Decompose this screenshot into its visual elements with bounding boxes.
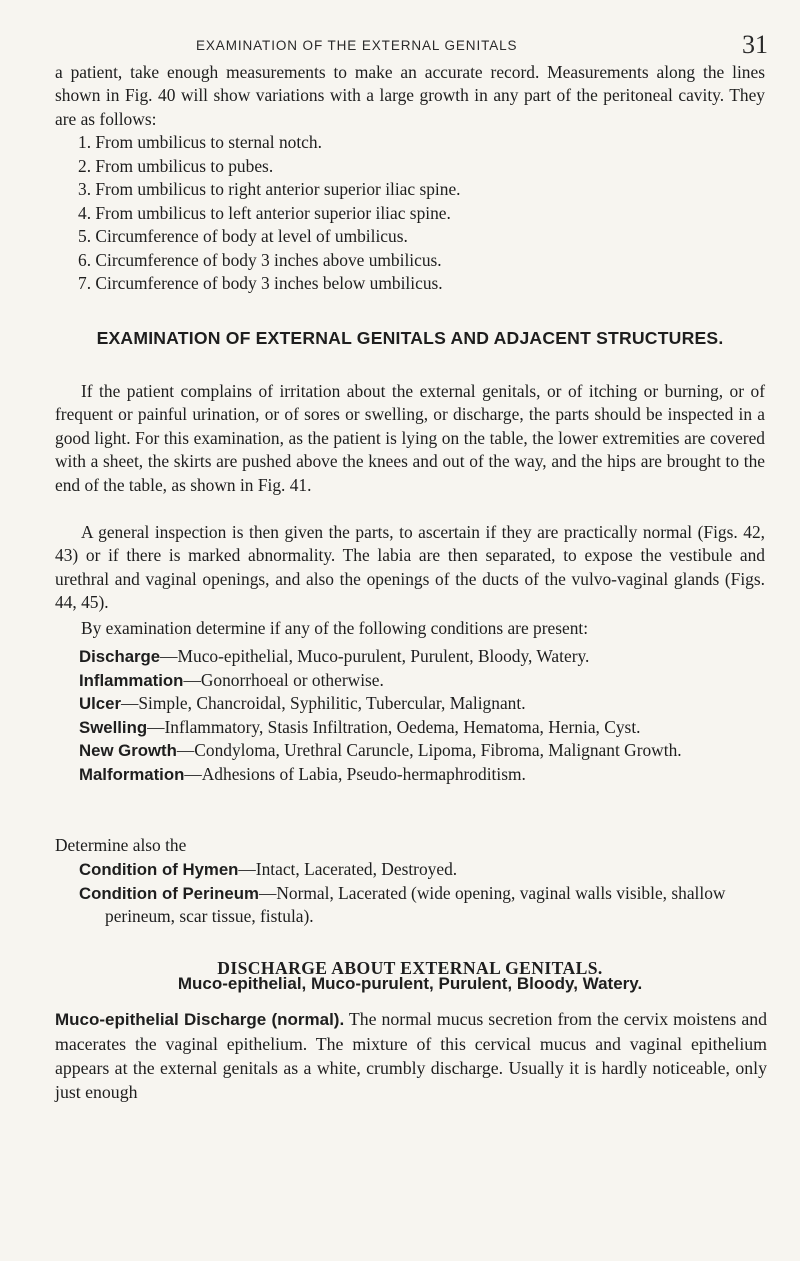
condition-term: Malformation (79, 764, 185, 784)
measurement-item: 3. From umbilicus to right anterior superior iliac spine. (78, 179, 461, 199)
em-dash: — (160, 646, 178, 666)
running-title: EXAMINATION OF THE EXTERNAL GENITALS (196, 38, 518, 53)
em-dash: — (183, 669, 201, 690)
condition-item (79, 882, 769, 929)
running-head (0, 28, 800, 60)
intro-paragraph: a patient, take enough measurements to make an accurate record. Measurements along the lines shown in Fig. 40 will show variations with a large growth in any part of the peritoneal cavity. They are as follows: (55, 62, 765, 129)
condition-text: Condyloma, Urethral Caruncle, Lipoma, Fibroma, Malignant Growth. (194, 740, 682, 760)
conditions-list (79, 645, 769, 786)
measurement-item: 6. Circumference of body 3 inches above umbilicus. (78, 249, 442, 270)
measurement-item: 2. From umbilicus to pubes. (78, 155, 274, 176)
condition-item (79, 763, 769, 787)
section-heading: EXAMINATION OF EXTERNAL GENITALS AND ADJACENT STRUCTURES. (96, 327, 724, 348)
em-dash: — (184, 763, 202, 784)
paragraph-term: Muco-epithelial Discharge (normal). (55, 1010, 345, 1029)
paragraph-general-inspection: A general inspection is then given the parts, to ascertain if they are practically normal (Figs. 42, 43) or if there is marked abnormality. The labia are then separated, to expose the vestibule and urethral and vaginal openings, and also the openings of the ducts of the vulvo-vaginal glands (Figs. 44, 45). (55, 522, 765, 613)
condition-item (79, 716, 769, 740)
condition-text: Normal, Lacerated (wide opening, vaginal walls visible, shallow perineum, scar tissue, fistula). (105, 882, 726, 926)
em-dash: — (176, 740, 195, 760)
condition-term: Discharge (79, 647, 161, 666)
condition-item (79, 858, 769, 882)
paragraph-text: The normal mucus secretion from the cervix moistens and macerates the vaginal epithelium. The mixture of this cervical mucus and vaginal epithelium appears at the external genitals as a white, crumbly discharge. Usually it is hardly noticeable, only just enough (55, 1009, 768, 1102)
conditions-also-list (79, 858, 769, 929)
paragraph-inspection: If the patient complains of irritation about the external genitals, or of itching or burning, or of frequent or painful urination, or of sores or swelling, or discharge, the parts should be inspected in a good light. For this examination, as the patient is lying on the table, the lower extremities are covered with a sheet, the skirts are pushed above the knees and out of the way, and the hips are brought to the end of the table, as shown in Fig. 41. (55, 381, 765, 495)
condition-term: Swelling (79, 717, 148, 737)
paragraph-determine: By examination determine if any of the following conditions are present: (81, 618, 589, 638)
determine-also-text: Determine also the (55, 835, 187, 855)
condition-item (79, 669, 769, 693)
condition-text: Simple, Chancroidal, Syphilitic, Tubercular, Malignant. (138, 693, 526, 713)
measurement-item: 1. From umbilicus to sternal notch. (78, 132, 322, 152)
condition-term: Condition of Perineum (79, 883, 259, 903)
condition-text: Adhesions of Labia, Pseudo-hermaphroditism. (201, 763, 526, 784)
condition-text: Muco-epithelial, Muco-purulent, Purulent, Bloody, Watery. (177, 646, 590, 666)
condition-term: Condition of Hymen (79, 860, 239, 879)
condition-term: Inflammation (79, 670, 184, 690)
measurement-item: 7. Circumference of body 3 inches below umbilicus. (78, 273, 443, 293)
condition-text: Gonorrhoeal or otherwise. (200, 669, 384, 690)
condition-text: Inflammatory, Stasis Infiltration, Oedema, Hematoma, Hernia, Cyst. (164, 716, 641, 737)
discharge-heading: DISCHARGE ABOUT EXTERNAL GENITALS. (217, 957, 603, 978)
page-number: 31 (742, 30, 768, 59)
em-dash: — (147, 716, 165, 737)
condition-text: Intact, Lacerated, Destroyed. (255, 859, 458, 879)
condition-term: Ulcer (79, 694, 121, 713)
measurement-item: 5. Circumference of body at level of umbilicus. (78, 226, 408, 246)
condition-item (79, 739, 769, 763)
measurement-list (78, 131, 758, 296)
em-dash: — (120, 693, 139, 713)
em-dash: — (238, 859, 256, 879)
discharge-types: Muco-epithelial, Muco-purulent, Purulent, Bloody, Watery. (177, 974, 643, 993)
paragraph-muco-epithelial (55, 1007, 767, 1104)
condition-item (79, 645, 769, 669)
measurement-item: 4. From umbilicus to left anterior superior iliac spine. (78, 202, 451, 223)
condition-term: New Growth (79, 741, 177, 760)
condition-item (79, 692, 769, 716)
em-dash: — (258, 882, 277, 903)
